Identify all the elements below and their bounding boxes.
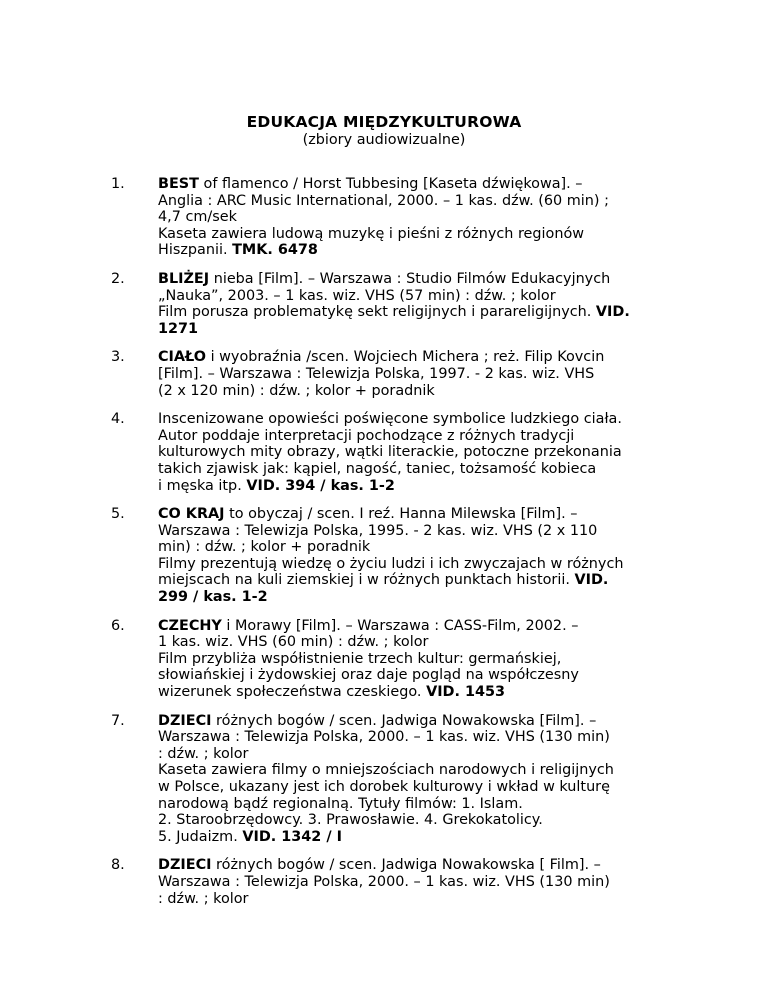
text-segment: 4,7 cm/sek xyxy=(158,209,237,226)
text-segment: Anglia : ARC Music International, 2000. – 1 kas. dźw. (60 min) ; xyxy=(158,192,609,209)
entry-line xyxy=(158,874,678,891)
entry-line xyxy=(158,193,678,210)
entry-number: 1. xyxy=(111,176,125,192)
entry-line xyxy=(158,729,678,746)
text-segment: takich zjawisk jak: kąpiel, nagość, taniec, tożsamość kobieca xyxy=(158,460,597,477)
entry-line xyxy=(158,651,678,668)
entry-line xyxy=(158,796,678,813)
entry-text xyxy=(158,271,678,337)
bold-segment: VID. xyxy=(595,304,630,321)
bold-segment: BEST xyxy=(158,176,199,192)
entry-item xyxy=(0,618,768,701)
entry-line xyxy=(158,779,678,796)
entry-line xyxy=(158,589,678,606)
text-segment: 1 kas. wiz. VHS (60 min) : dźw. ; kolor xyxy=(158,634,429,651)
bold-segment: DZIECI xyxy=(158,712,212,729)
entry-line xyxy=(158,366,678,383)
entry-line xyxy=(158,857,678,874)
entry-line xyxy=(158,176,678,193)
entry-line xyxy=(158,556,678,573)
bold-segment: TMK. 6478 xyxy=(232,242,318,259)
entry-text xyxy=(158,857,678,907)
entry-text xyxy=(158,411,678,494)
text-segment: [Film]. – Warszawa : Telewizja Polska, 1997. - 2 kas. wiz. VHS xyxy=(158,365,595,382)
text-segment: (2 x 120 min) : dźw. ; kolor + poradnik xyxy=(158,382,435,399)
entry-line xyxy=(158,523,678,540)
entry-item xyxy=(0,176,768,259)
text-segment: 5. Judaizm. xyxy=(158,828,243,845)
entry-text xyxy=(158,176,678,259)
entry-line xyxy=(158,478,678,495)
entry-line xyxy=(158,713,678,730)
bold-segment: 1271 xyxy=(158,320,199,337)
entry-line xyxy=(158,271,678,288)
entry-line xyxy=(158,506,678,523)
entry-number: 3. xyxy=(111,349,125,366)
text-segment: to obyczaj / scen. I reź. Hanna Milewska [Film]. – xyxy=(224,506,578,523)
entry-item xyxy=(0,271,768,337)
bold-segment: BLIŻEJ xyxy=(158,270,210,287)
entry-text xyxy=(158,506,678,606)
text-segment: Hiszpanii. xyxy=(158,242,233,259)
text-segment: „Nauka”, 2003. – 1 kas. wiz. VHS (57 min) : dźw. ; kolor xyxy=(158,287,556,304)
text-segment: Film porusza problematykę sekt religijnych i parareligijnych. xyxy=(158,304,596,321)
bold-segment: CZECHY xyxy=(158,617,222,634)
text-segment: słowiańskiej i żydowskiej oraz daje pogląd na współczesny xyxy=(158,667,579,684)
entry-line xyxy=(158,411,678,428)
text-segment: i męska itp. xyxy=(158,477,247,494)
entry-line xyxy=(158,461,678,478)
text-segment: narodową bądź regionalną. Tytuły filmów: 1. Islam. xyxy=(158,795,523,812)
bold-segment: DZIECI xyxy=(158,857,212,874)
text-segment: Inscenizowane opowieści poświęcone symbolice ludzkiego ciała. xyxy=(158,411,622,428)
entry-number: 5. xyxy=(111,506,125,523)
text-segment: różnych bogów / scen. Jadwiga Nowakowska [ Film]. – xyxy=(211,857,601,874)
page-title: EDUKACJA MIĘDZYKULTUROWA xyxy=(246,113,522,131)
bold-segment: CO KRAJ xyxy=(158,506,225,523)
text-segment: Warszawa : Telewizja Polska, 1995. - 2 kas. wiz. VHS (2 x 110 xyxy=(158,522,598,539)
bold-segment: VID. xyxy=(574,572,609,589)
text-segment: nieba [Film]. – Warszawa : Studio Filmów Edukacyjnych xyxy=(209,270,611,287)
bold-segment: VID. 1342 / I xyxy=(242,828,342,845)
text-segment: Autor poddaje interpretacji pochodzące z różnych tradycji xyxy=(158,427,575,444)
entry-line xyxy=(158,829,678,846)
text-segment: Film przybliża współistnienie trzech kultur: germańskiej, xyxy=(158,650,562,667)
entry-text xyxy=(158,618,678,701)
text-segment: różnych bogów / scen. Jadwiga Nowakowska [Film]. – xyxy=(211,712,597,729)
bold-segment: 299 / kas. 1-2 xyxy=(158,589,268,606)
entry-number: 2. xyxy=(111,270,125,287)
entry-line xyxy=(158,572,678,589)
entry-list xyxy=(0,176,768,919)
entry-line xyxy=(158,618,678,635)
entry-line xyxy=(158,812,678,829)
bold-segment: CIAŁO xyxy=(158,349,207,366)
text-segment: : dźw. ; kolor xyxy=(158,890,249,907)
entry-line xyxy=(158,684,678,701)
entry-item xyxy=(0,411,768,494)
text-segment: Warszawa : Telewizja Polska, 2000. – 1 kas. wiz. VHS (130 min) xyxy=(158,873,610,890)
entry-item xyxy=(0,713,768,846)
text-segment: of flamenco / Horst Tubbesing [Kaseta dźwiękowa]. – xyxy=(198,176,583,192)
bold-segment: VID. 394 / kas. 1-2 xyxy=(246,477,395,494)
entry-line xyxy=(158,226,678,243)
text-segment: i Morawy [Film]. – Warszawa : CASS-Film, 2002. – xyxy=(221,617,579,634)
entry-line xyxy=(158,891,678,908)
entry-item xyxy=(0,857,768,907)
entry-line xyxy=(158,746,678,763)
entry-text xyxy=(158,349,678,399)
entry-line xyxy=(158,288,678,305)
text-segment: wizerunek społeczeństwa czeskiego. xyxy=(158,684,427,701)
entry-text xyxy=(158,713,678,846)
bold-segment: VID. 1453 xyxy=(426,684,506,701)
text-segment: Filmy prezentują wiedzę o życiu ludzi i ich zwyczajach w różnych xyxy=(158,555,624,572)
entry-line xyxy=(158,321,678,338)
entry-line xyxy=(158,428,678,445)
entry-line xyxy=(158,539,678,556)
entry-line xyxy=(158,667,678,684)
entry-line xyxy=(158,304,678,321)
entry-number: 8. xyxy=(111,857,125,874)
text-segment: w Polsce, ukazany jest ich dorobek kulturowy i wkład w kulturę xyxy=(158,779,610,795)
text-segment: Warszawa : Telewizja Polska, 2000. – 1 kas. wiz. VHS (130 min) xyxy=(158,729,610,746)
entry-line xyxy=(158,349,678,366)
entry-line xyxy=(158,444,678,461)
text-segment: Kaseta zawiera filmy o mniejszościach narodowych i religijnych xyxy=(158,762,614,779)
text-segment: miejscach na kuli ziemskiej i w różnych punktach historii. xyxy=(158,572,575,589)
text-segment: : dźw. ; kolor xyxy=(158,745,249,762)
entry-number: 6. xyxy=(111,617,125,634)
entry-line xyxy=(158,634,678,651)
text-segment: min) : dźw. ; kolor + poradnik xyxy=(158,539,371,556)
text-segment: kulturowych mity obrazy, wątki literackie, potoczne przekonania xyxy=(158,444,622,461)
entry-number: 4. xyxy=(111,411,125,428)
entry-line xyxy=(158,209,678,226)
entry-number: 7. xyxy=(111,712,125,729)
page-subtitle: (zbiory audiowizualne) xyxy=(302,132,466,148)
entry-line xyxy=(158,242,678,259)
entry-item xyxy=(0,506,768,606)
text-segment: 2. Staroobrzędowcy. 3. Prawosławie. 4. Grekokatolicy. xyxy=(158,812,543,829)
text-segment: i wyobraźnia /scen. Wojciech Michera ; reż. Filip Kovcin xyxy=(206,349,605,366)
entry-line xyxy=(158,762,678,779)
entry-item xyxy=(0,349,768,399)
entry-line xyxy=(158,383,678,400)
text-segment: Kaseta zawiera ludową muzykę i pieśni z różnych regionów xyxy=(158,225,585,242)
